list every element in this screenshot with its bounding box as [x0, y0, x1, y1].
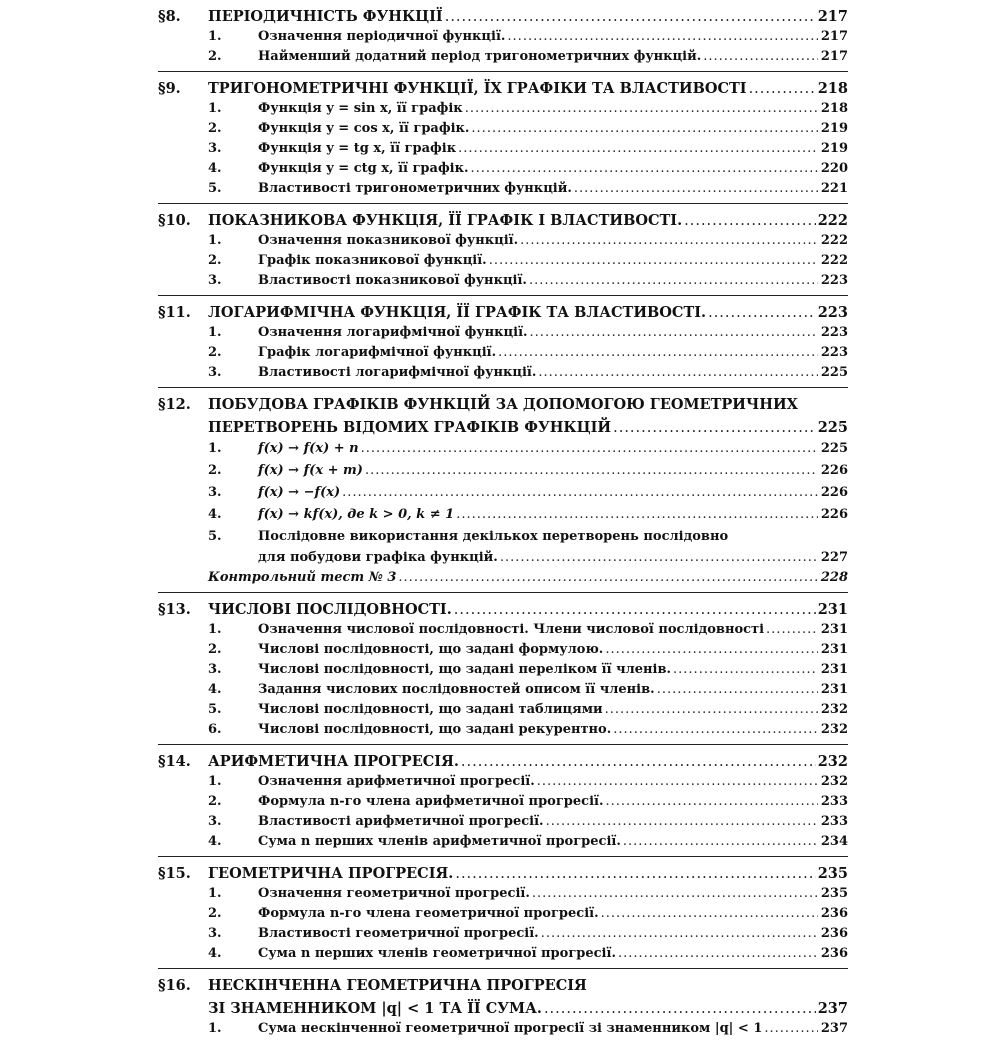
dot-leader — [623, 832, 818, 852]
item-page-number: 231 — [820, 682, 848, 697]
item-page-number: 222 — [820, 233, 848, 248]
dot-leader — [454, 600, 816, 621]
dot-leader — [461, 752, 816, 773]
section-heading — [158, 975, 848, 996]
dot-leader — [546, 812, 818, 832]
dot-leader — [398, 568, 818, 588]
toc-section — [158, 302, 848, 388]
section-heading — [158, 863, 848, 884]
item-page-number: 237 — [820, 1021, 848, 1036]
dot-leader — [489, 251, 818, 271]
item-number: 2. — [208, 906, 222, 921]
dot-leader — [507, 27, 818, 47]
item-page-number: 233 — [820, 794, 848, 809]
item-title: f(x) → f(x + m) — [258, 463, 363, 478]
item-number: 1. — [208, 886, 222, 901]
control-test-page: 228 — [820, 570, 848, 585]
section-number: §15. — [158, 865, 191, 882]
toc-item — [158, 1019, 848, 1039]
item-title: Числові послідовності, що задані рекурентно. — [258, 722, 612, 737]
dot-leader — [529, 271, 818, 291]
item-page-number: 236 — [820, 926, 848, 941]
item-title: Сума n перших членів арифметичної прогресії. — [258, 834, 621, 849]
section-title-line2: ЗІ ЗНАМЕННИКОМ |q| < 1 ТА ЇЇ СУМА. — [208, 1000, 542, 1017]
item-title: f(x) → −f(x) — [258, 485, 341, 500]
toc-item — [158, 343, 848, 363]
toc-item — [158, 460, 848, 482]
item-number: 2. — [208, 794, 222, 809]
item-page-number: 221 — [820, 181, 848, 196]
item-number: 1. — [208, 774, 222, 789]
dot-leader — [445, 7, 816, 28]
item-title: Сума нескінченної геометричної прогресії зі знаменником |q| < 1 — [258, 1021, 763, 1036]
section-heading — [158, 751, 848, 772]
item-title-line2: для побудови графіка функцій. — [258, 550, 498, 565]
section-heading — [158, 394, 848, 415]
item-page-number: 223 — [820, 325, 848, 340]
section-heading — [158, 302, 848, 323]
section-number: §12. — [158, 396, 191, 413]
toc-section — [158, 6, 848, 72]
item-title: Задання числових послідовностей описом її членів. — [258, 682, 655, 697]
toc-item — [158, 99, 848, 119]
item-title: Означення логарифмічної функції. — [258, 325, 528, 340]
section-number: §9. — [158, 80, 181, 97]
section-title: АРИФМЕТИЧНА ПРОГРЕСІЯ. — [208, 753, 459, 770]
toc-section — [158, 751, 848, 857]
dot-leader — [613, 418, 816, 439]
dot-leader — [342, 482, 818, 504]
toc-item — [158, 944, 848, 964]
item-number: 3. — [208, 273, 222, 288]
section-title-line2: ПЕРЕТВОРЕНЬ ВІДОМИХ ГРАФІКІВ ФУНКЦІЙ — [208, 419, 612, 436]
item-number: 1. — [208, 1021, 222, 1036]
section-number: §14. — [158, 753, 191, 770]
section-heading-continued — [158, 417, 848, 438]
dot-leader — [605, 792, 818, 812]
section-heading — [158, 78, 848, 99]
item-title: Функція y = ctg x, її графік. — [258, 161, 469, 176]
toc-item — [158, 700, 848, 720]
toc-section — [158, 210, 848, 296]
section-page-number: 218 — [817, 80, 848, 97]
dot-leader — [532, 884, 818, 904]
dot-leader — [520, 231, 818, 251]
toc-item — [158, 504, 848, 526]
dot-leader — [455, 864, 815, 885]
item-title: Числові послідовності, що задані формулою. — [258, 642, 604, 657]
item-number: 3. — [208, 141, 222, 156]
section-page-number: 237 — [817, 1000, 848, 1017]
item-number: 6. — [208, 722, 222, 737]
section-number: §16. — [158, 977, 191, 994]
dot-leader — [471, 159, 818, 179]
section-title: ПОКАЗНИКОВА ФУНКЦІЯ, ЇЇ ГРАФІК І ВЛАСТИВОСТІ. — [208, 212, 683, 229]
dot-leader — [605, 640, 818, 660]
section-page-number: 232 — [817, 753, 848, 770]
item-page-number: 225 — [820, 441, 848, 456]
toc-item — [158, 884, 848, 904]
section-page-number: 231 — [817, 601, 848, 618]
item-title: Формула n-го члена геометричної прогресії. — [258, 906, 599, 921]
item-number: 4. — [208, 507, 222, 522]
toc-item — [158, 904, 848, 924]
toc-section — [158, 975, 848, 1043]
dot-leader — [365, 460, 818, 482]
item-title: Властивості арифметичної прогресії. — [258, 814, 544, 829]
item-number: 3. — [208, 662, 222, 677]
toc-item — [158, 792, 848, 812]
toc-item — [158, 680, 848, 700]
item-number: 4. — [208, 946, 222, 961]
section-heading — [158, 210, 848, 231]
item-title: Властивості показникової функції. — [258, 273, 527, 288]
dot-leader — [361, 438, 818, 460]
section-heading-continued — [158, 998, 848, 1019]
toc-item — [158, 832, 848, 852]
section-page-number: 217 — [817, 8, 848, 25]
item-number: 2. — [208, 121, 222, 136]
item-number: 2. — [208, 253, 222, 268]
item-title: Властивості логарифмічної функції. — [258, 365, 537, 380]
item-number: 2. — [208, 49, 222, 64]
item-number: 3. — [208, 814, 222, 829]
item-title: Числові послідовності, що задані переліком її членів. — [258, 662, 672, 677]
item-number: 5. — [208, 702, 222, 717]
dot-leader — [541, 924, 818, 944]
toc-item-continued — [158, 548, 848, 568]
table-of-contents — [158, 4, 848, 1049]
item-page-number: 217 — [820, 29, 848, 44]
dot-leader — [471, 119, 818, 139]
item-title: f(x) → kf(x), де k > 0, k ≠ 1 — [258, 507, 455, 522]
item-title: Означення показникової функції. — [258, 233, 519, 248]
item-title: Означення числової послідовності. Члени числової послідовності — [258, 622, 765, 637]
toc-item — [158, 720, 848, 740]
section-title: ЧИСЛОВІ ПОСЛІДОВНОСТІ. — [208, 601, 452, 618]
dot-leader — [465, 99, 818, 119]
dot-leader — [684, 211, 816, 232]
section-number: §10. — [158, 212, 191, 229]
item-number: 3. — [208, 926, 222, 941]
item-page-number: 233 — [820, 814, 848, 829]
item-title: Властивості тригонометричних функцій. — [258, 181, 572, 196]
dot-leader — [657, 680, 818, 700]
item-title: Означення арифметичної прогресії. — [258, 774, 535, 789]
item-number: 1. — [208, 622, 222, 637]
item-page-number: 219 — [820, 141, 848, 156]
item-title: Графік логарифмічної функції. — [258, 345, 497, 360]
item-page-number: 232 — [820, 722, 848, 737]
toc-item — [158, 812, 848, 832]
dot-leader — [766, 620, 818, 640]
item-title: Означення періодичної функції. — [258, 29, 506, 44]
dot-leader — [605, 700, 818, 720]
dot-leader — [703, 47, 818, 67]
section-number: §13. — [158, 601, 191, 618]
toc-item — [158, 660, 848, 680]
item-title: Функція y = cos x, її графік. — [258, 121, 470, 136]
toc-item — [158, 179, 848, 199]
dot-leader — [537, 772, 818, 792]
toc-item — [158, 640, 848, 660]
item-page-number: 231 — [820, 642, 848, 657]
section-page-number: 235 — [817, 865, 848, 882]
item-page-number: 223 — [820, 273, 848, 288]
item-number: 4. — [208, 834, 222, 849]
section-title: ПЕРІОДИЧНІСТЬ ФУНКЦІЇ — [208, 8, 443, 25]
section-title: ЛОГАРИФМІЧНА ФУНКЦІЯ, ЇЇ ГРАФІК ТА ВЛАСТИВОСТІ. — [208, 304, 707, 321]
section-title: ГЕОМЕТРИЧНА ПРОГРЕСІЯ. — [208, 865, 454, 882]
item-page-number: 225 — [820, 365, 848, 380]
dot-leader — [500, 548, 818, 568]
dot-leader — [764, 1019, 818, 1039]
toc-item — [158, 139, 848, 159]
item-title: Формула n-го члена арифметичної прогресії. — [258, 794, 604, 809]
item-number: 3. — [208, 365, 222, 380]
item-number: 1. — [208, 441, 222, 456]
toc-item — [158, 27, 848, 47]
dot-leader — [530, 323, 818, 343]
item-number: 5. — [208, 529, 222, 544]
dot-leader — [601, 904, 818, 924]
toc-item — [158, 251, 848, 271]
item-number: 1. — [208, 325, 222, 340]
control-test-title: Контрольний тест № 3 — [208, 570, 397, 585]
section-page-number: 223 — [817, 304, 848, 321]
toc-item — [158, 620, 848, 640]
item-page-number: 232 — [820, 702, 848, 717]
item-page-number: 236 — [820, 906, 848, 921]
item-page-number: 217 — [820, 49, 848, 64]
item-number: 1. — [208, 101, 222, 116]
item-number: 4. — [208, 682, 222, 697]
item-page-number: 219 — [820, 121, 848, 136]
control-test — [158, 568, 848, 588]
item-title: Означення геометричної прогресії. — [258, 886, 530, 901]
item-page-number: 231 — [820, 622, 848, 637]
section-title: ПОБУДОВА ГРАФІКІВ ФУНКЦІЙ ЗА ДОПОМОГОЮ ГЕОМЕТРИЧНИХ — [208, 396, 798, 413]
section-number: §11. — [158, 304, 191, 321]
item-page-number: 235 — [820, 886, 848, 901]
dot-leader — [458, 139, 818, 159]
toc-item — [158, 438, 848, 460]
item-number: 1. — [208, 233, 222, 248]
item-number: 2. — [208, 642, 222, 657]
item-page-number: 231 — [820, 662, 848, 677]
section-number: §8. — [158, 8, 181, 25]
toc-item — [158, 271, 848, 291]
section-heading — [158, 599, 848, 620]
toc-item — [158, 363, 848, 383]
toc-section — [158, 394, 848, 593]
item-page-number: 226 — [820, 485, 848, 500]
item-number: 2. — [208, 345, 222, 360]
section-heading — [158, 6, 848, 27]
toc-item — [158, 526, 848, 548]
dot-leader — [749, 79, 816, 100]
item-number: 2. — [208, 463, 222, 478]
section-page-number: 222 — [817, 212, 848, 229]
dot-leader — [673, 660, 818, 680]
item-title: f(x) → f(x) + n — [258, 441, 359, 456]
dot-leader — [544, 999, 816, 1020]
item-title: Графік показникової функції. — [258, 253, 487, 268]
item-number: 4. — [208, 161, 222, 176]
item-page-number: 222 — [820, 253, 848, 268]
item-page-number: 226 — [820, 507, 848, 522]
toc-item — [158, 231, 848, 251]
item-number: 3. — [208, 485, 222, 500]
item-page-number: 218 — [820, 101, 848, 116]
dot-leader — [456, 504, 818, 526]
toc-item — [158, 47, 848, 67]
dot-leader — [538, 363, 818, 383]
toc-item — [158, 159, 848, 179]
dot-leader — [708, 303, 816, 324]
item-title: Числові послідовності, що задані таблицями — [258, 702, 603, 717]
item-page-number: 220 — [820, 161, 848, 176]
item-title: Послідовне використання декількох перетворень послідовно — [258, 529, 729, 544]
section-title: НЕСКІНЧЕННА ГЕОМЕТРИЧНА ПРОГРЕСІЯ — [208, 977, 587, 994]
dot-leader — [498, 343, 818, 363]
section-title: ТРИГОНОМЕТРИЧНІ ФУНКЦІЇ, ЇХ ГРАФІКИ ТА ВЛАСТИВОСТІ — [208, 80, 747, 97]
item-page-number: 232 — [820, 774, 848, 789]
dot-leader — [613, 720, 818, 740]
toc-section — [158, 78, 848, 204]
toc-item — [158, 924, 848, 944]
section-page-number: 225 — [817, 419, 848, 436]
dot-leader — [618, 944, 818, 964]
item-title: Властивості геометричної прогресії. — [258, 926, 539, 941]
toc-item — [158, 482, 848, 504]
item-title: Найменший додатний період тригонометричних функцій. — [258, 49, 702, 64]
toc-item — [158, 323, 848, 343]
toc-item — [158, 119, 848, 139]
item-number: 1. — [208, 29, 222, 44]
toc-section — [158, 863, 848, 969]
item-title: Функція y = sin x, її графік — [258, 101, 463, 116]
item-page-number: 236 — [820, 946, 848, 961]
item-title: Сума n перших членів геометричної прогресії. — [258, 946, 616, 961]
item-title: Функція y = tg x, її графік — [258, 141, 457, 156]
item-number: 5. — [208, 181, 222, 196]
item-page-number: 234 — [820, 834, 848, 849]
item-page-number: 227 — [820, 550, 848, 565]
item-page-number: 226 — [820, 463, 848, 478]
toc-item — [158, 772, 848, 792]
toc-section — [158, 599, 848, 745]
dot-leader — [574, 179, 818, 199]
item-page-number: 223 — [820, 345, 848, 360]
